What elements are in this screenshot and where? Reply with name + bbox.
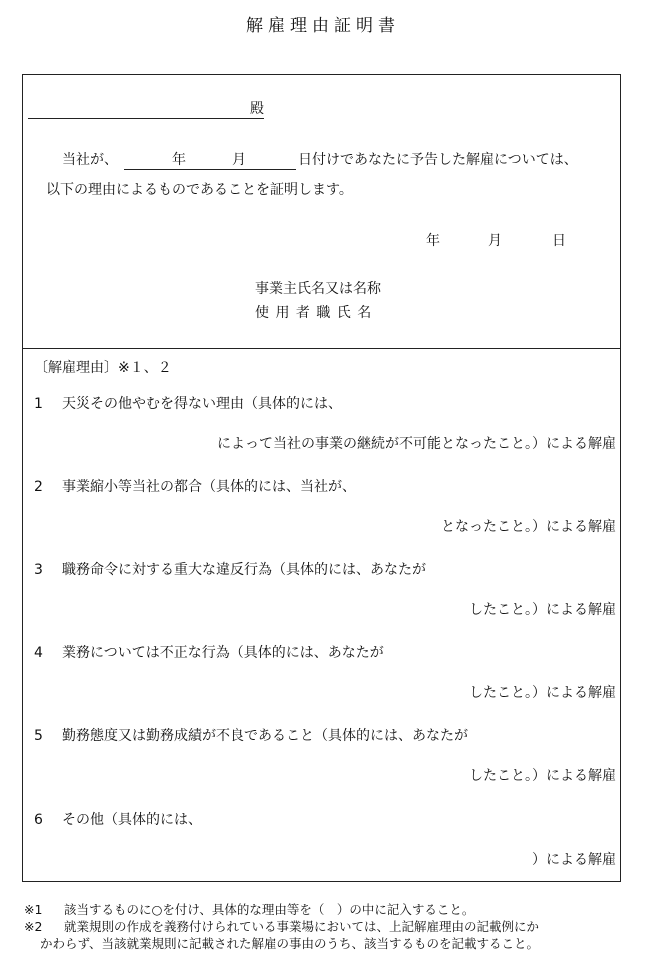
reason-2-closing: となったこと。）による解雇 (441, 519, 616, 535)
reason-number: 1 (34, 396, 43, 412)
certify-day-suffix: 日付けであなたに予告した解雇については、 (298, 152, 578, 168)
issue-year-label: 年 (426, 233, 440, 249)
reason-6-closing: ）による解雇 (532, 852, 616, 868)
reason-1-closing: によって当社の事業の継続が不可能となったこと。）による解雇 (217, 436, 616, 452)
document-title: 解雇理由証明書 (246, 16, 400, 36)
reason-number: 4 (34, 645, 43, 661)
representative-name-label: 使 用 者 職 氏 名 (255, 305, 373, 321)
issue-day-label: 日 (552, 233, 566, 249)
footnote-mark: ※2 (24, 919, 43, 934)
reason-4-text: 業務については不正な行為（具体的には、あなたが (62, 645, 384, 661)
issue-month-label: 月 (488, 233, 502, 249)
reason-3-closing: したこと。）による解雇 (469, 602, 616, 618)
reason-5-closing: したこと。）による解雇 (469, 768, 616, 784)
notice-month-label: 月 (232, 152, 246, 168)
notice-year-label: 年 (172, 152, 186, 168)
addressee-name-field[interactable] (28, 118, 264, 119)
reason-2-text: 事業縮小等当社の都合（具体的には、当社が、 (62, 479, 356, 495)
footnote-2-text: 就業規則の作成を義務付けられている事業場においては、上記解雇理由の記載例にか (64, 919, 540, 934)
footnote-1-text: 該当するものに○を付け、具体的な理由等を（ ）の中に記入すること。 (64, 902, 475, 917)
reason-3-text: 職務命令に対する重大な違反行為（具体的には、あなたが (62, 562, 426, 578)
reason-number: 5 (34, 728, 43, 744)
reason-number: 2 (34, 479, 43, 495)
addressee-suffix: 殿 (250, 101, 264, 117)
reasons-heading: 〔解雇理由〕※１、２ (34, 360, 172, 376)
reason-5-text: 勤務態度又は勤務成績が不良であること（具体的には、あなたが (62, 728, 468, 744)
employer-name-label: 事業主氏名又は名称 (255, 281, 381, 297)
notice-date-field[interactable] (124, 169, 296, 170)
section-divider (22, 348, 621, 349)
reason-4-closing: したこと。）による解雇 (469, 685, 616, 701)
reason-6-text: その他（具体的には、 (62, 812, 202, 828)
footnote-2-continuation: かわらず、当該就業規則に記載された解雇の事由のうち、該当するものを記載すること。 (40, 936, 540, 951)
reason-number: 3 (34, 562, 43, 578)
reason-1-text: 天災その他やむを得ない理由（具体的には、 (62, 396, 342, 412)
reason-number: 6 (34, 812, 43, 828)
footnote-mark: ※1 (24, 902, 43, 917)
certify-statement: 以下の理由によるものであることを証明します。 (46, 182, 353, 198)
certify-prefix: 当社が、 (62, 152, 118, 168)
